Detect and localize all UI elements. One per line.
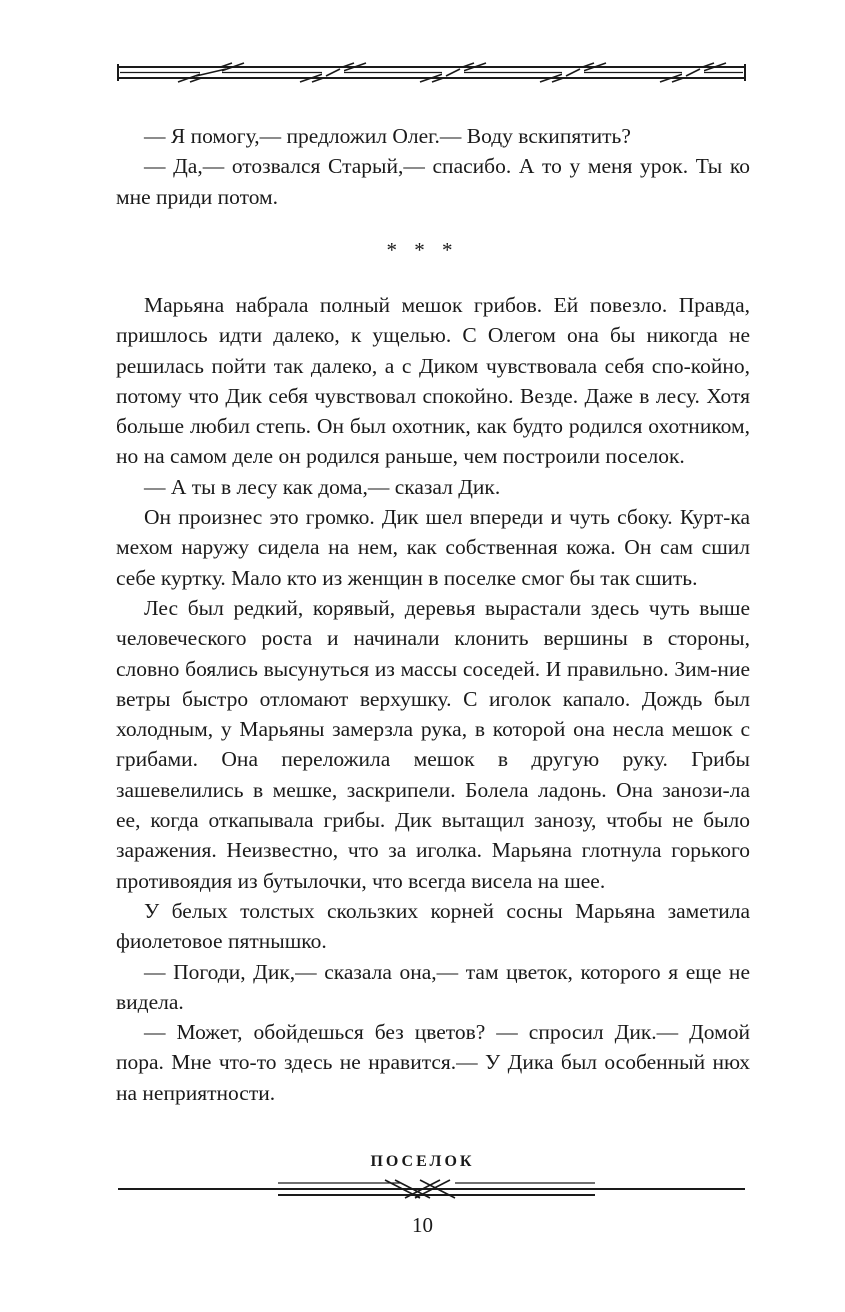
paragraph: Он произнес это громко. Дик шел впереди и чуть сбоку. Курт-ка мехом наружу сидела на нем, как собственная кожа. Он сам сшил себе куртку. Мало кто из женщин в поселке смог бы так сшить. <box>116 505 750 590</box>
paragraph: — Я помогу,— предложил Олег.— Воду вскипятить? <box>144 124 631 148</box>
decorative-rule-icon <box>0 58 845 88</box>
paragraph: — Погоди, Дик,— сказала она,— там цветок, которого я еще не видела. <box>116 959 750 1014</box>
paragraph: Марьяна набрала полный мешок грибов. Ей повезло. Правда, пришлось идти далеко, к ущелью. С Олегом она бы никогда не решилась пойти так далеко, а с Диком чувствовала себя спо-койно, потому что Дик себя чувствовал спокойно. Везде. Даже в лесу. Хотя больше любил степь. Он был охотник, как будто родился охотником, но на самом деле он родился раньше, чем построили поселок. <box>116 293 750 469</box>
paragraph: Лес был редкий, корявый, деревья вырастали здесь чуть выше человеческого роста и начинали клонить вершины в стороны, словно боялись высунуться из массы соседей. И правильно. Зим-ние ветры быстро отломают верхушку. С иголок капало. Дождь был холодным, у Марьяны замерзла рука, в которой она несла мешок с грибами. Она переложила мешок в другую руку. Грибы зашевелились в мешке, заскрипели. Болела ладонь. Она занози-ла ее, когда откапывала грибы. Дик вытащил занозу, чтобы не было заражения. Неизвестно, что за иголка. Марьяна глотнула горького противоядия из бутылочки, что всегда висела на шее. <box>116 595 750 893</box>
top-ornament <box>0 58 845 88</box>
decorative-rule-icon <box>0 1176 845 1202</box>
bottom-ornament <box>0 1176 845 1202</box>
page-number: 10 <box>412 1213 433 1237</box>
text-block-1 <box>116 121 750 212</box>
paragraph: — Может, обойдешься без цветов? — спросил Дик.— Домой пора. Мне что-то здесь не нравится.— У Дика был особенный нюх на неприятности. <box>116 1020 750 1105</box>
paragraph: — А ты в лесу как дома,— сказал Дик. <box>144 474 501 499</box>
paragraph: У белых толстых скользких корней сосны Марьяна заметила фиолетовое пятнышко. <box>116 898 750 954</box>
text-block-2 <box>116 290 750 1108</box>
running-title: ПОСЕЛОК <box>370 1153 475 1170</box>
scene-break: * * * <box>386 238 459 262</box>
paragraph: — Да,— отозвался Старый,— спасибо. А то у меня урок. Ты ко мне приди потом. <box>116 154 750 209</box>
